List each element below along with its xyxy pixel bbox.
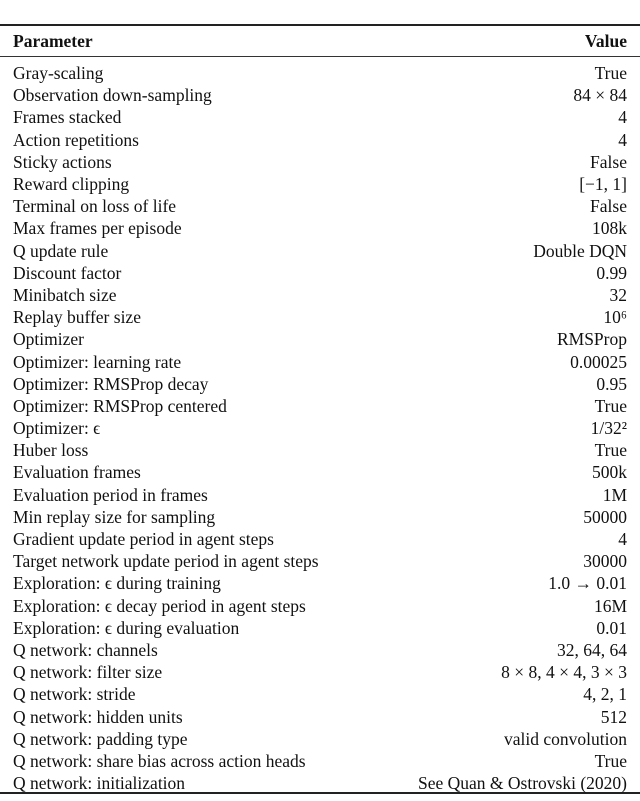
value-cell: 32, 64, 64 [557, 639, 627, 660]
value-cell: 1M [602, 484, 627, 505]
table-row [13, 750, 627, 772]
table-row [13, 373, 627, 395]
table-row [13, 461, 627, 483]
table-row [13, 639, 627, 661]
value-cell: 0.01 [596, 617, 627, 638]
value-cell: 4, 2, 1 [583, 684, 627, 705]
value-cell: RMSProp [556, 329, 627, 350]
table-row [13, 528, 627, 550]
header-parameter: Parameter [13, 31, 93, 51]
parameter-cell: Huber loss [13, 440, 89, 461]
parameter-cell: Max frames per episode [13, 218, 182, 239]
value-cell: 16M [593, 595, 627, 616]
parameter-cell: Q network: padding type [13, 728, 188, 749]
value-cell: 108k [592, 218, 627, 239]
parameter-cell: Minibatch size [13, 284, 117, 305]
table-row [13, 350, 627, 372]
table-row [13, 284, 627, 306]
value-cell: 50000 [583, 506, 627, 527]
parameter-cell: Frames stacked [13, 107, 122, 128]
table-row [13, 306, 627, 328]
parameter-cell: Observation down-sampling [13, 85, 212, 106]
value-cell: 30000 [583, 551, 627, 572]
value-cell: 32 [609, 284, 627, 305]
parameter-cell: Optimizer [13, 329, 84, 350]
table-row [13, 151, 627, 173]
table-row [13, 661, 627, 683]
table-row [13, 217, 627, 239]
value-cell: False [590, 151, 627, 172]
table-row [13, 772, 627, 794]
header-row [13, 27, 627, 56]
table-row [13, 106, 627, 128]
value-cell: True [594, 395, 627, 416]
parameter-cell: Exploration: ϵ decay period in agent steps [13, 595, 306, 616]
top-rule [0, 24, 640, 26]
value-cell: 8 × 8, 4 × 4, 3 × 3 [501, 662, 627, 683]
value-cell: 4 [618, 129, 627, 150]
value-cell: False [590, 196, 627, 217]
parameter-cell: Optimizer: ϵ [13, 418, 101, 439]
parameter-cell: Evaluation frames [13, 462, 141, 483]
value-cell: 10⁶ [603, 307, 627, 328]
parameter-cell: Sticky actions [13, 151, 112, 172]
table-row [13, 395, 627, 417]
table-row [13, 417, 627, 439]
table-row [13, 595, 627, 617]
table-row [13, 62, 627, 84]
table-row [13, 550, 627, 572]
parameter-cell: Action repetitions [13, 129, 139, 150]
parameter-cell: Exploration: ϵ during evaluation [13, 617, 240, 638]
parameter-cell: Q network: share bias across action heads [13, 750, 306, 771]
table-row [13, 506, 627, 528]
parameter-cell: Discount factor [13, 262, 122, 283]
value-cell: 0.00025 [570, 351, 627, 372]
parameter-cell: Gradient update period in agent steps [13, 529, 274, 550]
value-cell: 0.95 [596, 373, 627, 394]
parameter-cell: Replay buffer size [13, 307, 141, 328]
value-cell: 84 × 84 [573, 85, 627, 106]
value-cell: valid convolution [504, 728, 627, 749]
value-cell: 500k [592, 462, 627, 483]
parameter-cell: Gray-scaling [13, 63, 104, 84]
parameter-cell: Optimizer: RMSProp centered [13, 395, 227, 416]
table-row [13, 484, 627, 506]
parameter-cell: Q network: stride [13, 684, 136, 705]
parameter-cell: Reward clipping [13, 174, 130, 195]
value-cell: See Quan & Ostrovski (2020) [417, 773, 627, 794]
hyperparameter-table [13, 27, 627, 794]
value-cell: [−1, 1] [579, 174, 627, 195]
value-cell: True [594, 750, 627, 771]
table-row [13, 129, 627, 151]
table-row [13, 728, 627, 750]
parameter-cell: Q network: filter size [13, 662, 163, 683]
table-row [13, 195, 627, 217]
value-cell: 1/32² [590, 418, 627, 439]
parameter-cell: Terminal on loss of life [13, 196, 177, 217]
table-row [13, 572, 627, 594]
value-cell: 4 [618, 107, 627, 128]
table-row [13, 683, 627, 705]
table-row [13, 705, 627, 727]
value-cell: Double DQN [533, 240, 627, 261]
table-row [13, 240, 627, 262]
table-row [13, 84, 627, 106]
parameter-cell: Exploration: ϵ during training [13, 573, 221, 594]
value-cell: 1.0 → 0.01 [548, 573, 627, 594]
value-cell: 512 [600, 706, 627, 727]
table-row [13, 439, 627, 461]
parameter-cell: Target network update period in agent steps [13, 551, 319, 572]
parameter-cell: Evaluation period in frames [13, 484, 208, 505]
table-row [13, 262, 627, 284]
parameter-cell: Q network: initialization [13, 773, 186, 794]
value-cell: True [594, 440, 627, 461]
value-cell: True [594, 63, 627, 84]
parameter-cell: Q network: hidden units [13, 706, 183, 727]
table-row [13, 173, 627, 195]
value-cell: 4 [618, 529, 627, 550]
parameter-cell: Min replay size for sampling [13, 506, 216, 527]
parameter-cell: Q network: channels [13, 639, 158, 660]
table-row [13, 328, 627, 350]
parameter-cell: Optimizer: RMSProp decay [13, 373, 209, 394]
value-cell: 0.99 [596, 262, 627, 283]
table-row [13, 617, 627, 639]
parameter-cell: Q update rule [13, 240, 109, 261]
header-value: Value [584, 31, 627, 51]
parameter-cell: Optimizer: learning rate [13, 351, 182, 372]
